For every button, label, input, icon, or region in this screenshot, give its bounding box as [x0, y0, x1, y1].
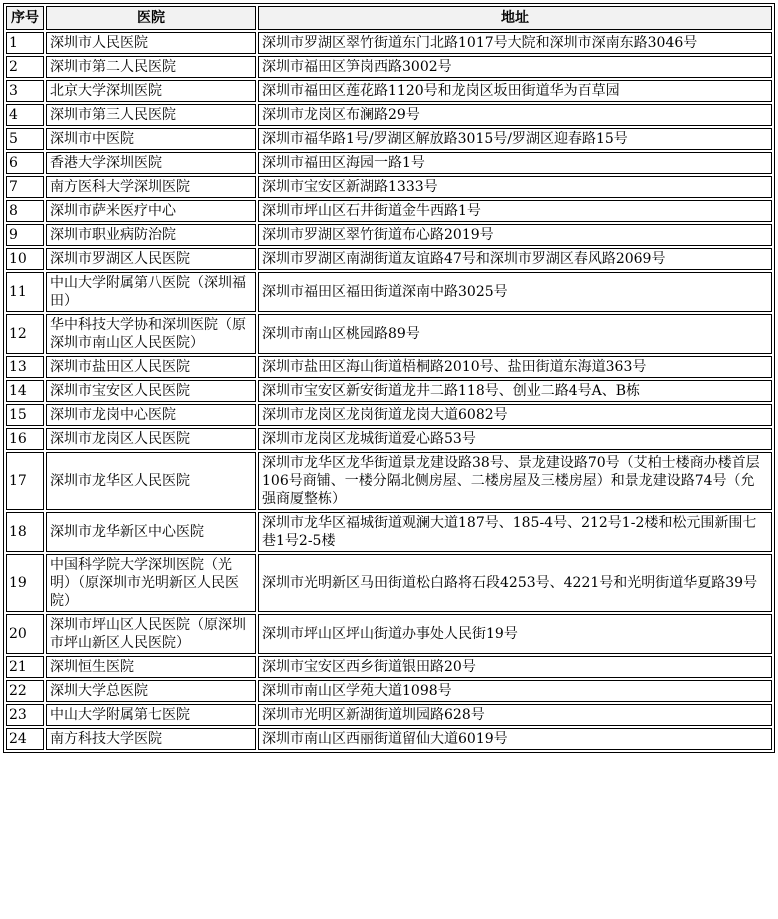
cell-index: 5 — [6, 128, 44, 150]
cell-hospital: 南方科技大学医院 — [46, 728, 256, 750]
table-row — [6, 224, 772, 246]
cell-index: 13 — [6, 356, 44, 378]
table-row — [6, 248, 772, 270]
cell-hospital: 南方医科大学深圳医院 — [46, 176, 256, 198]
cell-address: 深圳市福田区海园一路1号 — [258, 152, 772, 174]
cell-address: 深圳市福田区莲花路1120号和龙岗区坂田街道华为百草园 — [258, 80, 772, 102]
table-row — [6, 728, 772, 750]
table-row — [6, 452, 772, 510]
cell-hospital: 深圳市罗湖区人民医院 — [46, 248, 256, 270]
table-row — [6, 200, 772, 222]
cell-hospital: 深圳大学总医院 — [46, 680, 256, 702]
table-row — [6, 176, 772, 198]
cell-address: 深圳市光明新区马田街道松白路将石段4253号、4221号和光明街道华夏路39号 — [258, 554, 772, 612]
cell-hospital: 香港大学深圳医院 — [46, 152, 256, 174]
cell-index: 11 — [6, 272, 44, 312]
cell-index: 23 — [6, 704, 44, 726]
cell-address: 深圳市宝安区新安街道龙井二路118号、创业二路4号A、B栋 — [258, 380, 772, 402]
cell-address: 深圳市南山区学苑大道1098号 — [258, 680, 772, 702]
cell-index: 3 — [6, 80, 44, 102]
cell-index: 20 — [6, 614, 44, 654]
cell-address: 深圳市龙华区龙华街道景龙建设路38号、景龙建设路70号（艾柏士楼商办楼首层106号商铺、一楼分隔北侧房屋、二楼房屋及三楼房屋）和景龙建设路74号（允强商厦整栋） — [258, 452, 772, 510]
table-row — [6, 404, 772, 426]
cell-index: 4 — [6, 104, 44, 126]
table-row — [6, 128, 772, 150]
cell-hospital: 中山大学附属第八医院（深圳福田） — [46, 272, 256, 312]
cell-index: 2 — [6, 56, 44, 78]
cell-index: 19 — [6, 554, 44, 612]
cell-hospital: 北京大学深圳医院 — [46, 80, 256, 102]
cell-address: 深圳市龙岗区龙城街道爱心路53号 — [258, 428, 772, 450]
cell-index: 17 — [6, 452, 44, 510]
cell-hospital: 深圳市龙岗中心医院 — [46, 404, 256, 426]
table-row — [6, 80, 772, 102]
cell-address: 深圳市宝安区新湖路1333号 — [258, 176, 772, 198]
cell-address: 深圳市坪山区石井街道金牛西路1号 — [258, 200, 772, 222]
cell-address: 深圳市罗湖区翠竹街道布心路2019号 — [258, 224, 772, 246]
cell-address: 深圳市龙岗区布澜路29号 — [258, 104, 772, 126]
table-body — [6, 32, 772, 750]
header-address: 地址 — [258, 6, 772, 30]
hospital-table — [3, 3, 775, 753]
table-row — [6, 428, 772, 450]
cell-hospital: 深圳市宝安区人民医院 — [46, 380, 256, 402]
cell-address: 深圳市龙华区福城街道观澜大道187号、185-4号、212号1-2楼和松元围新围七巷1号2-5楼 — [258, 512, 772, 552]
table-row — [6, 272, 772, 312]
table-row — [6, 512, 772, 552]
table-row — [6, 614, 772, 654]
header-index: 序号 — [6, 6, 44, 30]
table-row — [6, 56, 772, 78]
cell-hospital: 深圳市萨米医疗中心 — [46, 200, 256, 222]
table-row — [6, 356, 772, 378]
table-row — [6, 704, 772, 726]
cell-address: 深圳市罗湖区翠竹街道东门北路1017号大院和深圳市深南东路3046号 — [258, 32, 772, 54]
cell-address: 深圳市龙岗区龙岗街道龙岗大道6082号 — [258, 404, 772, 426]
cell-index: 18 — [6, 512, 44, 552]
cell-index: 10 — [6, 248, 44, 270]
cell-hospital: 深圳市盐田区人民医院 — [46, 356, 256, 378]
cell-index: 9 — [6, 224, 44, 246]
header-row — [6, 6, 772, 30]
table-row — [6, 32, 772, 54]
cell-hospital: 深圳市龙华新区中心医院 — [46, 512, 256, 552]
cell-hospital: 深圳市第三人民医院 — [46, 104, 256, 126]
table-row — [6, 554, 772, 612]
cell-index: 15 — [6, 404, 44, 426]
cell-index: 1 — [6, 32, 44, 54]
cell-hospital: 中山大学附属第七医院 — [46, 704, 256, 726]
cell-address: 深圳市福田区福田街道深南中路3025号 — [258, 272, 772, 312]
cell-hospital: 深圳市人民医院 — [46, 32, 256, 54]
cell-address: 深圳市南山区西丽街道留仙大道6019号 — [258, 728, 772, 750]
cell-hospital: 深圳市龙华区人民医院 — [46, 452, 256, 510]
cell-index: 24 — [6, 728, 44, 750]
cell-address: 深圳市光明区新湖街道圳园路628号 — [258, 704, 772, 726]
table-row — [6, 152, 772, 174]
cell-hospital: 深圳市职业病防治院 — [46, 224, 256, 246]
cell-address: 深圳市宝安区西乡街道银田路20号 — [258, 656, 772, 678]
cell-address: 深圳市盐田区海山街道梧桐路2010号、盐田街道东海道363号 — [258, 356, 772, 378]
table-row — [6, 314, 772, 354]
cell-hospital: 华中科技大学协和深圳医院（原深圳市南山区人民医院） — [46, 314, 256, 354]
cell-index: 16 — [6, 428, 44, 450]
cell-index: 14 — [6, 380, 44, 402]
cell-hospital: 深圳市坪山区人民医院（原深圳市坪山新区人民医院） — [46, 614, 256, 654]
header-hospital: 医院 — [46, 6, 256, 30]
table-row — [6, 680, 772, 702]
table-row — [6, 380, 772, 402]
cell-index: 12 — [6, 314, 44, 354]
cell-address: 深圳市罗湖区南湖街道友谊路47号和深圳市罗湖区春风路2069号 — [258, 248, 772, 270]
cell-address: 深圳市福华路1号/罗湖区解放路3015号/罗湖区迎春路15号 — [258, 128, 772, 150]
cell-index: 22 — [6, 680, 44, 702]
cell-hospital: 深圳市第二人民医院 — [46, 56, 256, 78]
cell-hospital: 深圳市龙岗区人民医院 — [46, 428, 256, 450]
cell-hospital: 中国科学院大学深圳医院（光明）（原深圳市光明新区人民医院） — [46, 554, 256, 612]
cell-index: 6 — [6, 152, 44, 174]
cell-index: 7 — [6, 176, 44, 198]
cell-address: 深圳市坪山区坪山街道办事处人民街19号 — [258, 614, 772, 654]
cell-index: 21 — [6, 656, 44, 678]
cell-address: 深圳市南山区桃园路89号 — [258, 314, 772, 354]
cell-address: 深圳市福田区笋岗西路3002号 — [258, 56, 772, 78]
cell-hospital: 深圳恒生医院 — [46, 656, 256, 678]
cell-index: 8 — [6, 200, 44, 222]
table-row — [6, 656, 772, 678]
cell-hospital: 深圳市中医院 — [46, 128, 256, 150]
table-row — [6, 104, 772, 126]
